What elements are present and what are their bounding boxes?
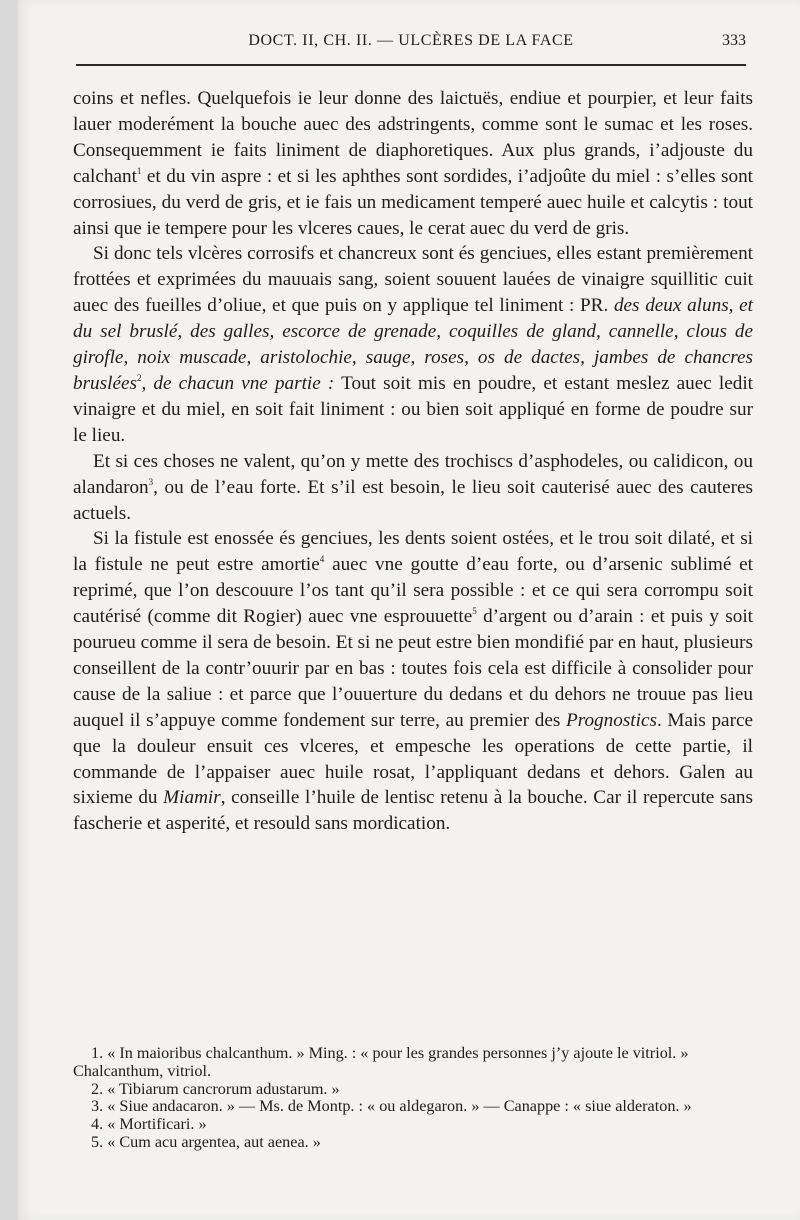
text-run: d’argent ou d’arain : et puis y soit pourueu comme il sera de besoin. Et si ne peut estre bien mondifié par en haut, plusieurs conseillent de la contr’ouurir par en bas : toutes fois cela est difficile à consolider pour cause de la saliue : et parce que l’ouuerture du dedans et du dehors ne trouue pas lieu auquel il s’appuye comme fondement sur terre, au premier des — [73, 606, 754, 731]
footnote-4: 4. « Mortificari. » — [91, 1115, 207, 1134]
footnote-5: 5. « Cum acu argentea, aut aenea. » — [91, 1132, 321, 1151]
italic-run: Prognostics — [565, 709, 657, 731]
running-title: DOCT. II, CH. II. — ULCÈRES DE LA FACE — [248, 32, 574, 49]
footnote-1: 1. « In maioribus chalcanthum. » Ming. : « pour les grandes personnes j’y ajoute le vitriol. » Chalcanthum, vitriol. — [73, 1044, 689, 1080]
main-text — [73, 86, 753, 837]
paragraph-2 — [73, 241, 753, 448]
text-run: coins et nefles. Quelquefois ie leur donne des laictuës, endiue et pourpier, et leur faits lauer moderément la bouche auec des adstringents, comme sont le sumac et les roses. Consequemment ie faits liniment de diaphoretiques. Aux plus grands, i’adjouste du calchant — [73, 88, 753, 187]
text-run: Et si ces choses ne valent, qu’on y mette des trochiscs d’asphodeles, ou calidicon, ou alandaron — [73, 450, 753, 498]
text-run: et du vin aspre : et si les aphthes sont sordides, i’adjoûte du miel : s’elles sont corrosiues, du verd de gris, et ie fais un medicament temperé auec huile et calcytis : tout ainsi que ie tempere pour les vlceres caues, le cerat auec du verd de gris. — [73, 165, 753, 239]
text-run: . Mais parce que la douleur ensuit ces vlceres, et empesche les operations de cette partie, il commande de l’appaiser auec huile rosat, l’appliquant dedans et dehors. Galen au sixieme du — [73, 709, 753, 809]
text-run: , — [141, 372, 154, 394]
footnotes — [73, 1045, 753, 1152]
footnote-ref-1: 1 — [136, 165, 142, 176]
footnote-ref-5: 5 — [472, 606, 477, 617]
paragraph-1 — [73, 86, 753, 241]
paragraph-4 — [73, 526, 753, 837]
paragraph-3 — [73, 449, 753, 527]
text-run: Si donc tels vlcères corrosifs et chancreux sont és genciues, elles estant premièrement frottées et exprimées du mauuais sang, soient souuent lauées de vinaigre squillitic cuit auec des fueilles d’oliue, et que puis on y applique tel liniment : PR. — [73, 243, 753, 317]
italic-run: Miamir — [163, 787, 221, 809]
text-run: Si la fistule est enossée és genciues, les dents soient ostées, et le trou soit dilaté, et si la fistule ne peut estre amortie — [73, 528, 753, 576]
running-header — [76, 30, 746, 66]
text-run: , ou de l’eau forte. Et s’il est besoin, le lieu soit cauterisé auec des cauteres actuels. — [73, 476, 753, 524]
footnote-2: 2. « Tibiarum cancrorum adustarum. » — [91, 1079, 340, 1098]
book-page — [18, 0, 800, 1220]
footnote-3: 3. « Siue andacaron. » — Ms. de Montp. : « ou aldegaron. » — Canappe : « siue alderaton. » — [91, 1097, 692, 1116]
italic-run: de chacun vne partie : — [153, 372, 335, 394]
footnote-ref-2: 2 — [136, 372, 142, 383]
page-number: 333 — [722, 32, 746, 49]
text-run: auec vne goutte d’eau forte, ou d’arsenic sublimé et reprimé, que l’on descouure l’os tant qu’il sera possible : et ce qui sera corrompu soit cautérisé (comme dit Rogier) auec vne esprouuette — [73, 554, 753, 628]
footnote-ref-3: 3 — [148, 476, 154, 487]
footnote-ref-4: 4 — [319, 554, 325, 565]
text-run: , conseille l’huile de lentisc retenu à la bouche. Car il repercute sans fascherie et asperité, et resould sans mordication. — [73, 787, 753, 835]
text-run: Tout soit mis en poudre, et estant meslez auec ledit vinaigre et du miel, en soit fait liniment : ou bien soit appliqué en forme de poudre sur le lieu. — [73, 372, 753, 446]
italic-run: des deux aluns, et du sel bruslé, des galles, escorce de grenade, coquilles de gland, cannelle, clous de girofle, noix muscade, aristolochie, sauge, roses, os de dactes, jambes de chancres bruslées — [73, 295, 753, 394]
